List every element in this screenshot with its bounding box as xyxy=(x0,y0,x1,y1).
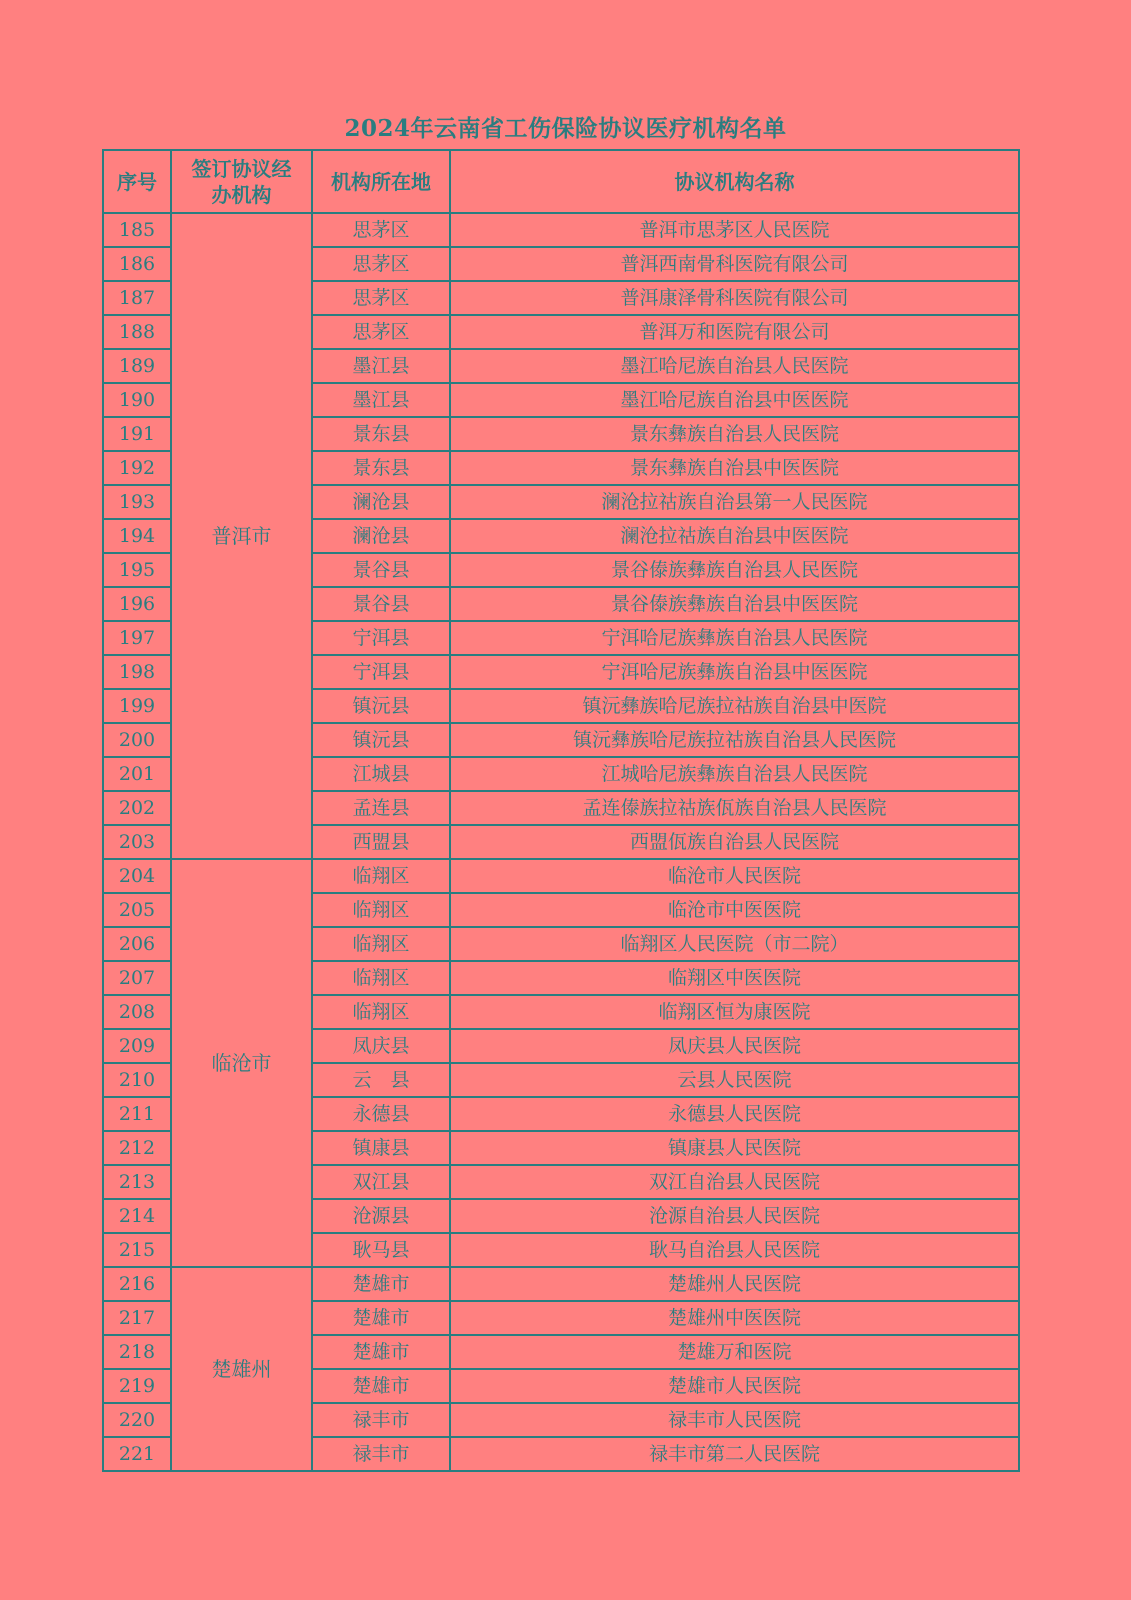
table-row xyxy=(103,213,1019,247)
cell-seq: 186 xyxy=(103,247,171,281)
cell-institution-name: 澜沧拉祜族自治县中医医院 xyxy=(450,519,1019,553)
cell-seq: 219 xyxy=(103,1369,171,1403)
cell-seq: 198 xyxy=(103,655,171,689)
cell-location: 楚雄市 xyxy=(312,1369,450,1403)
cell-agency: 普洱市 xyxy=(171,213,312,859)
cell-institution-name: 宁洱哈尼族彝族自治县人民医院 xyxy=(450,621,1019,655)
cell-institution-name: 镇沅彝族哈尼族拉祜族自治县中医院 xyxy=(450,689,1019,723)
cell-institution-name: 永德县人民医院 xyxy=(450,1097,1019,1131)
cell-location: 临翔区 xyxy=(312,893,450,927)
cell-location: 镇康县 xyxy=(312,1131,450,1165)
cell-seq: 206 xyxy=(103,927,171,961)
cell-institution-name: 临翔区恒为康医院 xyxy=(450,995,1019,1029)
cell-location: 澜沧县 xyxy=(312,519,450,553)
cell-institution-name: 禄丰市第二人民医院 xyxy=(450,1437,1019,1471)
cell-institution-name: 墨江哈尼族自治县人民医院 xyxy=(450,349,1019,383)
cell-seq: 189 xyxy=(103,349,171,383)
cell-location: 禄丰市 xyxy=(312,1437,450,1471)
cell-seq: 205 xyxy=(103,893,171,927)
cell-institution-name: 西盟佤族自治县人民医院 xyxy=(450,825,1019,859)
cell-location: 景谷县 xyxy=(312,587,450,621)
cell-institution-name: 墨江哈尼族自治县中医医院 xyxy=(450,383,1019,417)
cell-seq: 220 xyxy=(103,1403,171,1437)
cell-location: 云 县 xyxy=(312,1063,450,1097)
header-name: 协议机构名称 xyxy=(450,150,1019,213)
cell-institution-name: 宁洱哈尼族彝族自治县中医医院 xyxy=(450,655,1019,689)
cell-location: 临翔区 xyxy=(312,927,450,961)
cell-institution-name: 临翔区人民医院（市二院） xyxy=(450,927,1019,961)
header-agency: 签订协议经办机构 xyxy=(171,150,312,213)
cell-location: 宁洱县 xyxy=(312,655,450,689)
cell-location: 宁洱县 xyxy=(312,621,450,655)
cell-seq: 199 xyxy=(103,689,171,723)
cell-seq: 193 xyxy=(103,485,171,519)
cell-seq: 221 xyxy=(103,1437,171,1471)
table-header-row xyxy=(103,150,1019,213)
cell-seq: 209 xyxy=(103,1029,171,1063)
cell-institution-name: 双江自治县人民医院 xyxy=(450,1165,1019,1199)
cell-location: 思茅区 xyxy=(312,281,450,315)
cell-location: 楚雄市 xyxy=(312,1335,450,1369)
cell-institution-name: 景谷傣族彝族自治县人民医院 xyxy=(450,553,1019,587)
table-body xyxy=(103,213,1019,1471)
cell-seq: 214 xyxy=(103,1199,171,1233)
cell-location: 临翔区 xyxy=(312,995,450,1029)
cell-location: 镇沅县 xyxy=(312,689,450,723)
cell-institution-name: 普洱市思茅区人民医院 xyxy=(450,213,1019,247)
cell-location: 楚雄市 xyxy=(312,1267,450,1301)
cell-institution-name: 江城哈尼族彝族自治县人民医院 xyxy=(450,757,1019,791)
cell-institution-name: 楚雄市人民医院 xyxy=(450,1369,1019,1403)
cell-seq: 185 xyxy=(103,213,171,247)
cell-location: 沧源县 xyxy=(312,1199,450,1233)
cell-location: 思茅区 xyxy=(312,315,450,349)
cell-location: 景东县 xyxy=(312,451,450,485)
cell-location: 景谷县 xyxy=(312,553,450,587)
cell-institution-name: 凤庆县人民医院 xyxy=(450,1029,1019,1063)
cell-institution-name: 楚雄州人民医院 xyxy=(450,1267,1019,1301)
cell-seq: 208 xyxy=(103,995,171,1029)
cell-institution-name: 禄丰市人民医院 xyxy=(450,1403,1019,1437)
document-title: 2024年云南省工伤保险协议医疗机构名单 xyxy=(344,115,787,142)
cell-institution-name: 沧源自治县人民医院 xyxy=(450,1199,1019,1233)
cell-seq: 191 xyxy=(103,417,171,451)
cell-seq: 207 xyxy=(103,961,171,995)
cell-seq: 201 xyxy=(103,757,171,791)
cell-location: 永德县 xyxy=(312,1097,450,1131)
cell-institution-name: 普洱康泽骨科医院有限公司 xyxy=(450,281,1019,315)
cell-seq: 210 xyxy=(103,1063,171,1097)
cell-location: 墨江县 xyxy=(312,349,450,383)
cell-location: 江城县 xyxy=(312,757,450,791)
cell-seq: 188 xyxy=(103,315,171,349)
cell-seq: 217 xyxy=(103,1301,171,1335)
cell-agency: 楚雄州 xyxy=(171,1267,312,1471)
cell-seq: 216 xyxy=(103,1267,171,1301)
cell-seq: 197 xyxy=(103,621,171,655)
cell-institution-name: 云县人民医院 xyxy=(450,1063,1019,1097)
cell-location: 禄丰市 xyxy=(312,1403,450,1437)
cell-seq: 192 xyxy=(103,451,171,485)
cell-seq: 190 xyxy=(103,383,171,417)
cell-location: 西盟县 xyxy=(312,825,450,859)
cell-seq: 213 xyxy=(103,1165,171,1199)
header-seq: 序号 xyxy=(103,150,171,213)
cell-agency: 临沧市 xyxy=(171,859,312,1267)
cell-seq: 215 xyxy=(103,1233,171,1267)
cell-institution-name: 孟连傣族拉祜族佤族自治县人民医院 xyxy=(450,791,1019,825)
cell-location: 凤庆县 xyxy=(312,1029,450,1063)
cell-institution-name: 景东彝族自治县人民医院 xyxy=(450,417,1019,451)
cell-institution-name: 普洱万和医院有限公司 xyxy=(450,315,1019,349)
cell-institution-name: 镇沅彝族哈尼族拉祜族自治县人民医院 xyxy=(450,723,1019,757)
cell-location: 临翔区 xyxy=(312,961,450,995)
cell-institution-name: 景东彝族自治县中医医院 xyxy=(450,451,1019,485)
cell-location: 澜沧县 xyxy=(312,485,450,519)
cell-location: 孟连县 xyxy=(312,791,450,825)
cell-location: 镇沅县 xyxy=(312,723,450,757)
header-location: 机构所在地 xyxy=(312,150,450,213)
cell-seq: 202 xyxy=(103,791,171,825)
cell-seq: 211 xyxy=(103,1097,171,1131)
cell-seq: 200 xyxy=(103,723,171,757)
table-row xyxy=(103,1267,1019,1301)
cell-institution-name: 普洱西南骨科医院有限公司 xyxy=(450,247,1019,281)
cell-location: 思茅区 xyxy=(312,247,450,281)
cell-institution-name: 耿马自治县人民医院 xyxy=(450,1233,1019,1267)
cell-institution-name: 澜沧拉祜族自治县第一人民医院 xyxy=(450,485,1019,519)
cell-institution-name: 镇康县人民医院 xyxy=(450,1131,1019,1165)
cell-seq: 212 xyxy=(103,1131,171,1165)
cell-seq: 196 xyxy=(103,587,171,621)
table-row xyxy=(103,859,1019,893)
cell-location: 景东县 xyxy=(312,417,450,451)
cell-location: 楚雄市 xyxy=(312,1301,450,1335)
cell-institution-name: 临沧市中医医院 xyxy=(450,893,1019,927)
cell-seq: 195 xyxy=(103,553,171,587)
cell-institution-name: 临沧市人民医院 xyxy=(450,859,1019,893)
cell-seq: 187 xyxy=(103,281,171,315)
cell-location: 耿马县 xyxy=(312,1233,450,1267)
cell-location: 思茅区 xyxy=(312,213,450,247)
cell-location: 临翔区 xyxy=(312,859,450,893)
cell-location: 双江县 xyxy=(312,1165,450,1199)
cell-seq: 194 xyxy=(103,519,171,553)
cell-institution-name: 景谷傣族彝族自治县中医医院 xyxy=(450,587,1019,621)
cell-seq: 218 xyxy=(103,1335,171,1369)
cell-location: 墨江县 xyxy=(312,383,450,417)
cell-institution-name: 临翔区中医医院 xyxy=(450,961,1019,995)
cell-seq: 204 xyxy=(103,859,171,893)
cell-seq: 203 xyxy=(103,825,171,859)
cell-institution-name: 楚雄万和医院 xyxy=(450,1335,1019,1369)
cell-institution-name: 楚雄州中医医院 xyxy=(450,1301,1019,1335)
institution-table xyxy=(102,149,1020,1472)
